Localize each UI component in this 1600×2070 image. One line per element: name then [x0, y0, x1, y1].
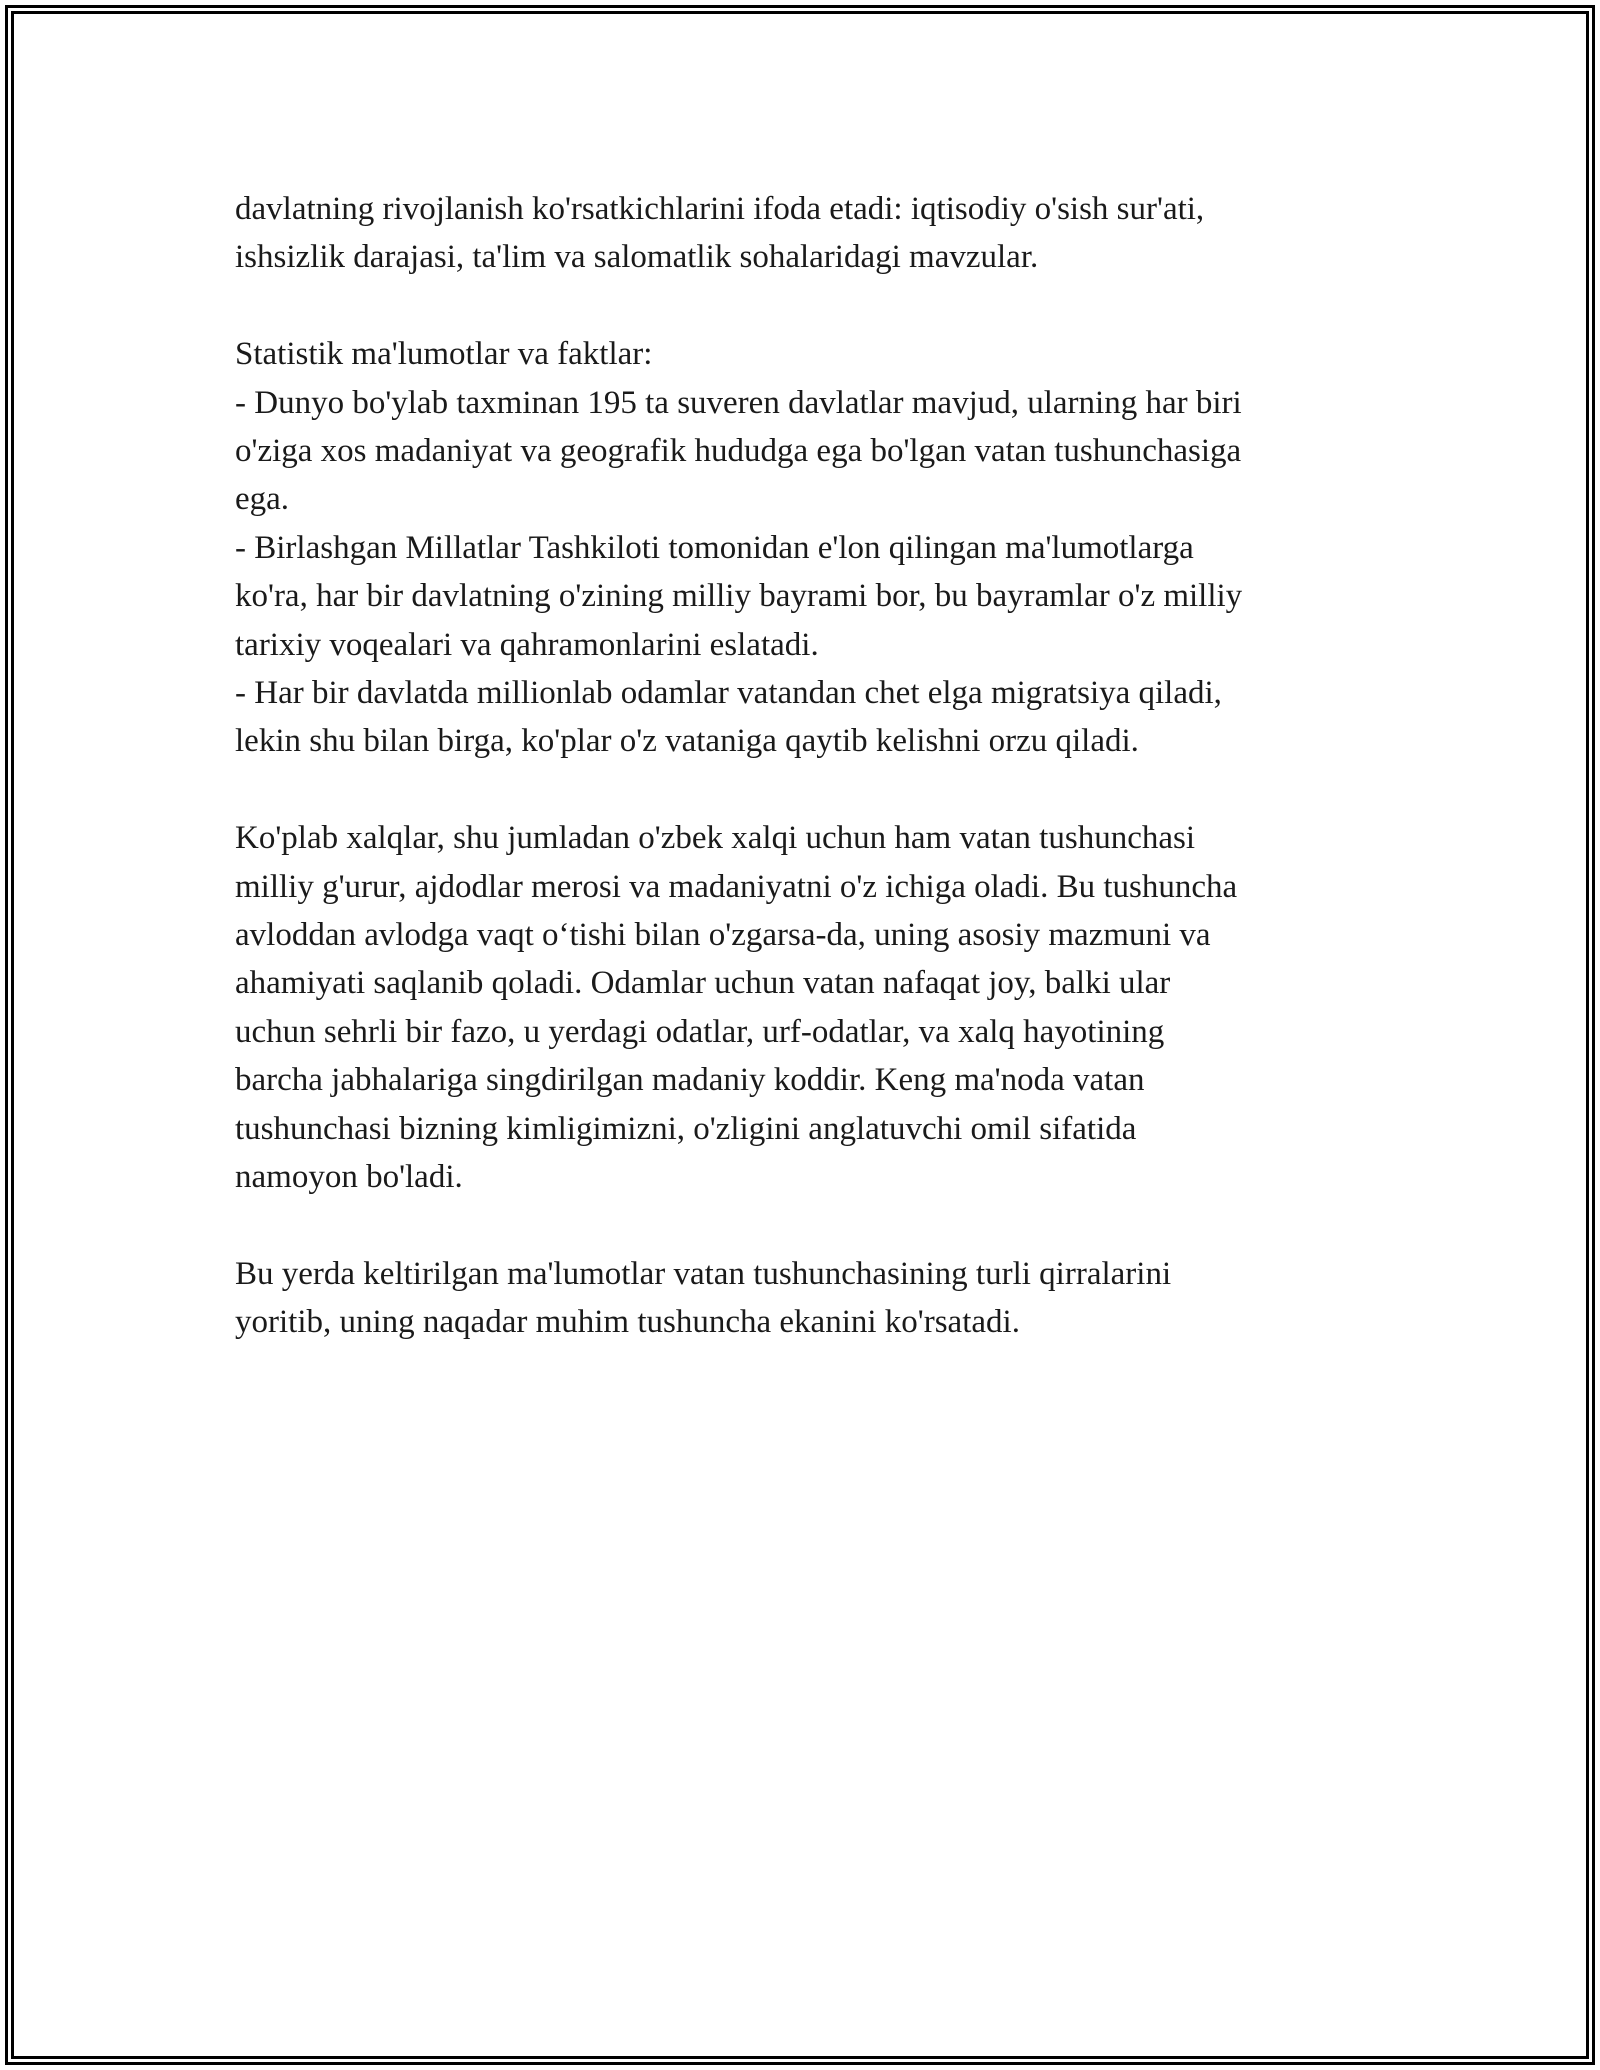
text-line: barcha jabhalariga singdirilgan madaniy koddir. Keng ma'noda vatan [235, 1062, 1145, 1099]
paragraph-gap [235, 1202, 1385, 1250]
text-line: tushunchasi bizning kimligimizni, o'zligini anglatuvchi omil sifatida [235, 1110, 1137, 1147]
text-line: ahamiyati saqlanib qoladi. Odamlar uchun vatan nafaqat joy, balki ular [235, 965, 1171, 1002]
text-line: ishsizlik darajasi, ta'lim va salomatlik sohalaridagi mavzular. [235, 239, 1039, 276]
fact-line: - Har bir davlatda millionlab odamlar vatandan chet elga migratsiya qiladi, [235, 675, 1222, 712]
fact-line: o'ziga xos madaniyat va geografik hududga ega bo'lgan vatan tushunchasiga [235, 433, 1242, 470]
fact-line: - Dunyo bo'ylab taxminan 195 ta suveren davlatlar mavjud, ularning har biri [235, 384, 1242, 421]
fact-line: ko'ra, har bir davlatning o'zining milliy bayrami bor, bu bayramlar o'z milliy [235, 578, 1243, 615]
text-line: milliy g'urur, ajdodlar merosi va madaniyatni o'z ichiga oladi. Bu tushuncha [235, 868, 1238, 905]
text-line: Ko'plab xalqlar, shu jumladan o'zbek xalqi uchun ham vatan tushunchasi [235, 820, 1195, 857]
fact-line: tarixiy voqealari va qahramonlarini eslatadi. [235, 626, 819, 663]
fact-line: ega. [235, 481, 290, 518]
text-line: Bu yerda keltirilgan ma'lumotlar vatan tushunchasining turli qirralarini [235, 1255, 1172, 1292]
text-line: avloddan avlodga vaqt o‘tishi bilan o'zgarsa-da, uning asosiy mazmuni va [235, 917, 1211, 954]
paragraph-gap [235, 766, 1385, 814]
fact-line: lekin shu bilan birga, ko'plar o'z vataniga qaytib kelishni orzu qiladi. [235, 723, 1139, 760]
text-line: davlatning rivojlanish ko'rsatkichlarini ifoda etadi: iqtisodiy o'sish sur'ati, [235, 191, 1205, 227]
text-line: yoritib, uning naqadar muhim tushuncha ekanini ko'rsatadi. [235, 1304, 1020, 1341]
paragraph-gap [235, 282, 1385, 330]
fact-line: - Birlashgan Millatlar Tashkiloti tomonidan e'lon qilingan ma'lumotlarga [235, 529, 1194, 566]
facts-heading: Statistik ma'lumotlar va faktlar: [235, 336, 653, 373]
text-line: uchun sehrli bir fazo, u yerdagi odatlar, urf-odatlar, va xalq hayotining [235, 1013, 1165, 1050]
document-body [235, 185, 1385, 1347]
text-line: namoyon bo'ladi. [235, 1159, 463, 1196]
